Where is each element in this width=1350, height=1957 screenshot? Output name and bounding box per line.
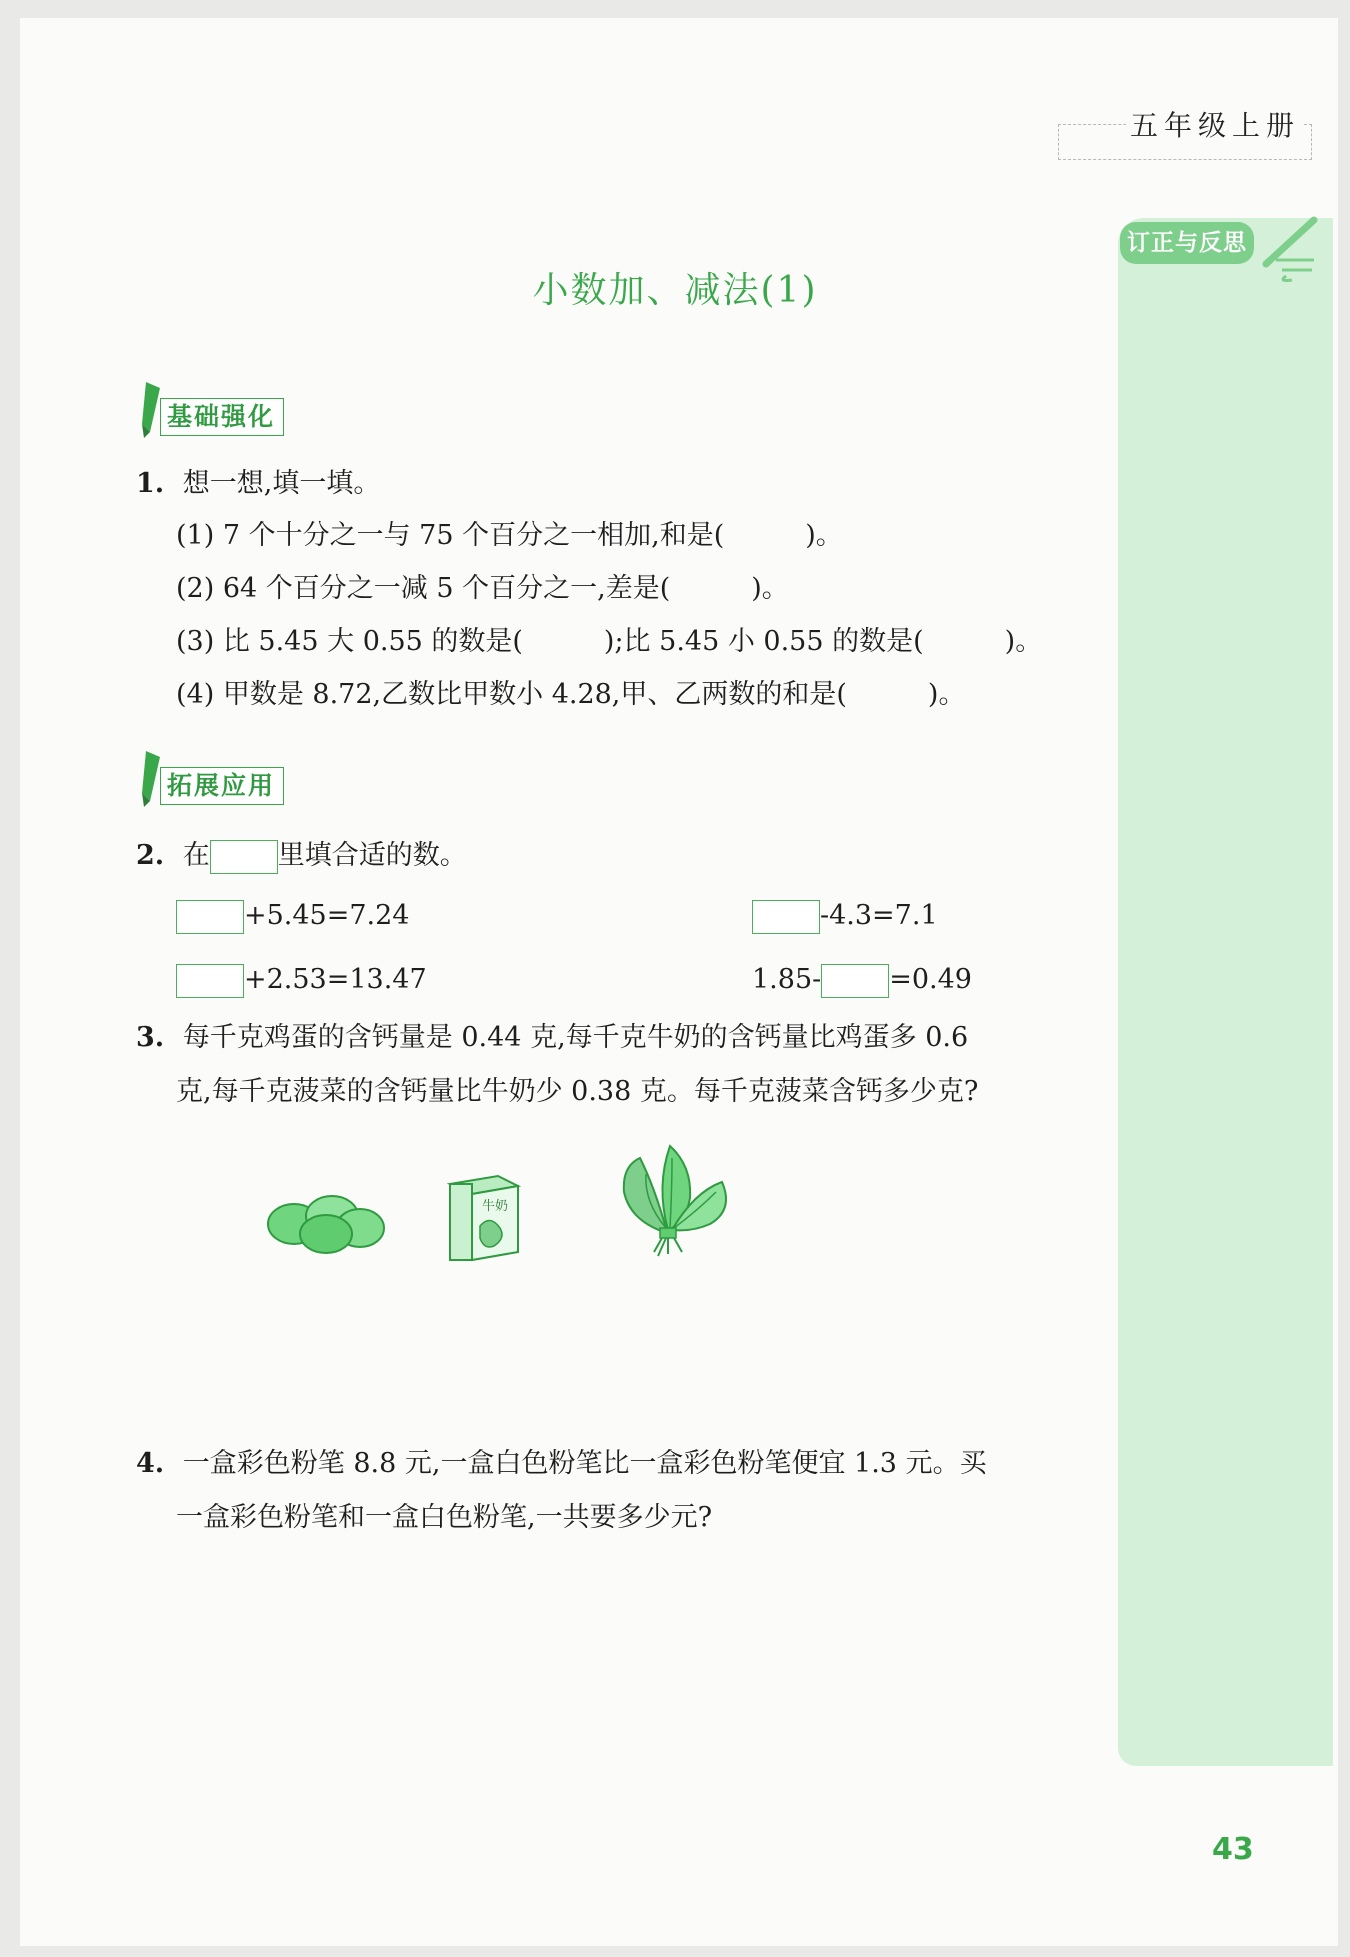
eggs-icon xyxy=(264,1186,390,1256)
grade-label: 五年级上册 xyxy=(1126,104,1304,144)
answer-box[interactable] xyxy=(752,900,820,934)
correction-tag: 订正与反思 xyxy=(1120,222,1254,264)
answer-box[interactable] xyxy=(176,964,244,998)
q4-line: 一盒彩色粉笔和一盒白色粉笔,一共要多少元? xyxy=(176,1502,713,1533)
q1-item: (3) 比 5.45 大 0.55 的数是( );比 5.45 小 0.55 的数是( )。 xyxy=(176,626,1043,657)
q3-line: 克,每千克菠菜的含钙量比牛奶少 0.38 克。每千克菠菜含钙多少克? xyxy=(176,1076,979,1107)
question-text: 里填合适的数。 xyxy=(277,840,467,871)
q2-equation xyxy=(176,962,427,998)
milk-label: 牛奶 xyxy=(482,1199,509,1214)
milk-carton-icon xyxy=(444,1166,524,1266)
page-number: 43 xyxy=(1212,1832,1254,1867)
q1-item: (1) 7 个十分之一与 75 个百分之一相加,和是( )。 xyxy=(176,520,843,551)
q1-item: (4) 甲数是 8.72,乙数比甲数小 4.28,甲、乙两数的和是( )。 xyxy=(176,679,966,710)
question-number: 3. xyxy=(136,1022,165,1053)
answer-box-sample xyxy=(210,840,278,874)
section-extend xyxy=(136,767,336,803)
page-title: 小数加、减法(1) xyxy=(532,270,818,311)
equation-text: +5.45=7.24 xyxy=(244,900,410,931)
section-basic xyxy=(136,398,336,434)
correction-panel xyxy=(1118,218,1333,1766)
question-text: 在 xyxy=(182,840,210,871)
section-label: 拓展应用 xyxy=(160,767,284,805)
equation-text: =0.49 xyxy=(889,964,972,995)
question-number: 4. xyxy=(136,1448,165,1479)
q1-item: (2) 64 个百分之一减 5 个百分之一,差是( )。 xyxy=(176,573,789,604)
question-text: 一盒彩色粉笔 8.8 元,一盒白色粉笔比一盒彩色粉笔便宜 1.3 元。买 xyxy=(182,1448,987,1479)
equation-text: +2.53=13.47 xyxy=(244,964,427,995)
answer-box[interactable] xyxy=(821,964,889,998)
equation-text: 1.85- xyxy=(752,964,822,995)
q2-prompt-line xyxy=(136,838,467,874)
question-text: 想一想,填一填。 xyxy=(182,468,381,499)
q2-equation xyxy=(176,898,409,934)
question-number: 1. xyxy=(136,468,165,499)
q2-equation xyxy=(752,898,938,934)
spinach-icon xyxy=(610,1136,740,1258)
question-text: 每千克鸡蛋的含钙量是 0.44 克,每千克牛奶的含钙量比鸡蛋多 0.6 xyxy=(182,1022,969,1053)
equation-text: -4.3=7.1 xyxy=(820,900,938,931)
question-number: 2. xyxy=(136,840,165,871)
section-label: 基础强化 xyxy=(160,398,284,436)
q2-equation xyxy=(752,962,972,998)
q1-prompt-line xyxy=(136,466,380,502)
answer-box[interactable] xyxy=(176,900,244,934)
q4-line xyxy=(136,1446,987,1482)
q3-line xyxy=(136,1020,968,1056)
